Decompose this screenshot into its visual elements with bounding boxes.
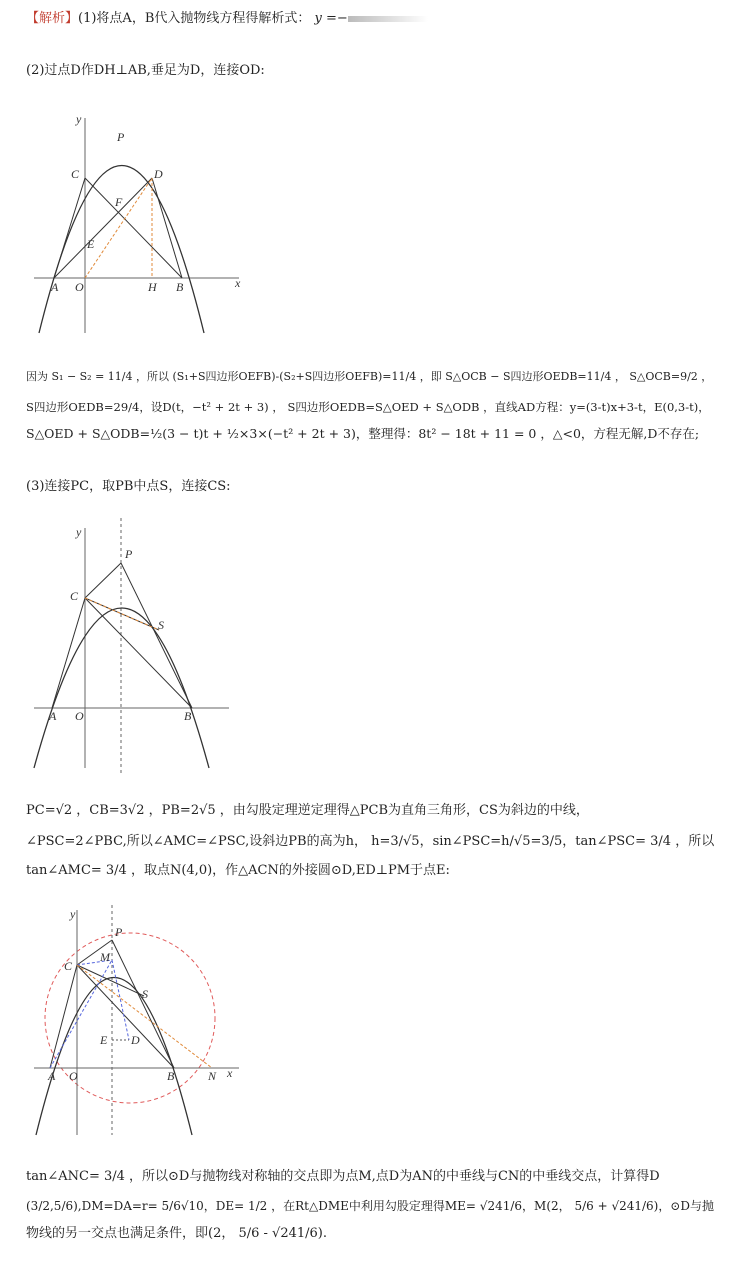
part3-line2: ∠PSC=2∠PBC,所以∠AMC=∠PSC,设斜边PB的高为h， h=3/√5，sin∠PSC=h/√5=3/5，tan∠PSC= 3/4 ，所以 [26, 834, 715, 849]
part2-intro: (2)过点D作DH⊥AB,垂足为D，连接OD: [26, 63, 265, 78]
part3-line4: tan∠ANC= 3/4 ，所以⊙D与抛物线对称轴的交点即为点M,点D为AN的中垂线与CN的中垂线交点，计算得D [26, 1169, 660, 1184]
part3-line6: 物线的另一交点也满足条件，即(2， 5/6 - √241/6). [26, 1226, 328, 1241]
part2-line3: S△OED + S△ODB=½(3 − t)t + ½×3×(−t² + 2t + 3)，整理得：8t² − 18t + 11 = 0 ，△<0，方程无解,D不存在; [26, 426, 700, 441]
fig2-label-y: y [76, 525, 82, 539]
fig1-label-y: y [76, 112, 82, 126]
fig3-label-B: B [167, 1069, 175, 1083]
fig3-label-S: S [142, 987, 148, 1001]
fig1-label-B: B [176, 280, 184, 294]
fig2-label-P: P [125, 547, 133, 561]
fig1-label-F: F [115, 195, 123, 209]
part3-line1: PC=√2 ，CB=3√2 ，PB=2√5 ，由勾股定理逆定理得△PCB为直角三角形，CS为斜边的中线， [26, 803, 589, 818]
part3-line5: (3/2,5/6),DM=DA=r= 5/6√10，DE= 1/2 ，在Rt△DME中利用勾股定理得ME= √241/6，M(2， 5/6 + √241/6)，⊙D与抛 [26, 1199, 715, 1213]
fig3-label-D: D [131, 1033, 140, 1047]
part3-line3: tan∠AMC= 3/4 ，取点N(4,0)，作△ACN的外接圆⊙D,ED⊥PM于点E: [26, 863, 450, 878]
fig1-label-P: P [117, 130, 125, 144]
faded-formula [348, 16, 428, 22]
fig1-label-D: D [154, 167, 163, 181]
fig1-label-E: E [87, 237, 95, 251]
fig3-label-N: N [208, 1069, 217, 1083]
part3-intro: (3)连接PC，取PB中点S，连接CS: [26, 479, 231, 494]
fig1-label-x: x [235, 276, 241, 290]
fig3-label-x: x [227, 1066, 233, 1080]
fig3-label-E: E [100, 1033, 108, 1047]
header-line [26, 10, 428, 28]
part1-formula: y =− [314, 11, 348, 26]
fig3-label-M: M [100, 950, 110, 964]
part1-text: (1)将点A，B代入抛物线方程得解析式： [78, 11, 311, 26]
figure3-graph [24, 900, 254, 1140]
fig3-label-A: A [48, 1069, 56, 1083]
fig1-label-H: H [148, 280, 157, 294]
fig2-label-A: A [49, 709, 57, 723]
fig2-label-O: O [75, 709, 84, 723]
fig3-label-O: O [69, 1069, 78, 1083]
figure2-graph [24, 518, 254, 778]
fig2-label-S: S [158, 618, 164, 632]
figure1-graph [24, 108, 254, 338]
fig1-label-A: A [51, 280, 59, 294]
part2-line2: S四边形OEDB=29/4，设D(t，−t² + 2t + 3) ， S四边形OEDB=S△OED + S△ODB ，直线AD方程：y=(3-t)x+3-t，E(0,3-t)， [26, 400, 710, 414]
fig3-label-C: C [64, 959, 73, 973]
analysis-tag: 【解析】 [26, 11, 79, 26]
part2-line1: 因为 S₁ − S₂ = 11/4 ，所以 (S₁+S四边形OEFB)-(S₂+S四边形OEFB)=11/4 ，即 S△OCB − S四边形OEDB=11/4 ， S△OCB=9/2 ， [26, 370, 713, 383]
fig3-label-P: P [115, 925, 123, 939]
fig2-label-C: C [70, 589, 79, 603]
fig1-label-C: C [71, 167, 80, 181]
fig3-label-y: y [70, 907, 76, 921]
fig1-label-O: O [75, 280, 84, 294]
fig2-label-B: B [184, 709, 192, 723]
